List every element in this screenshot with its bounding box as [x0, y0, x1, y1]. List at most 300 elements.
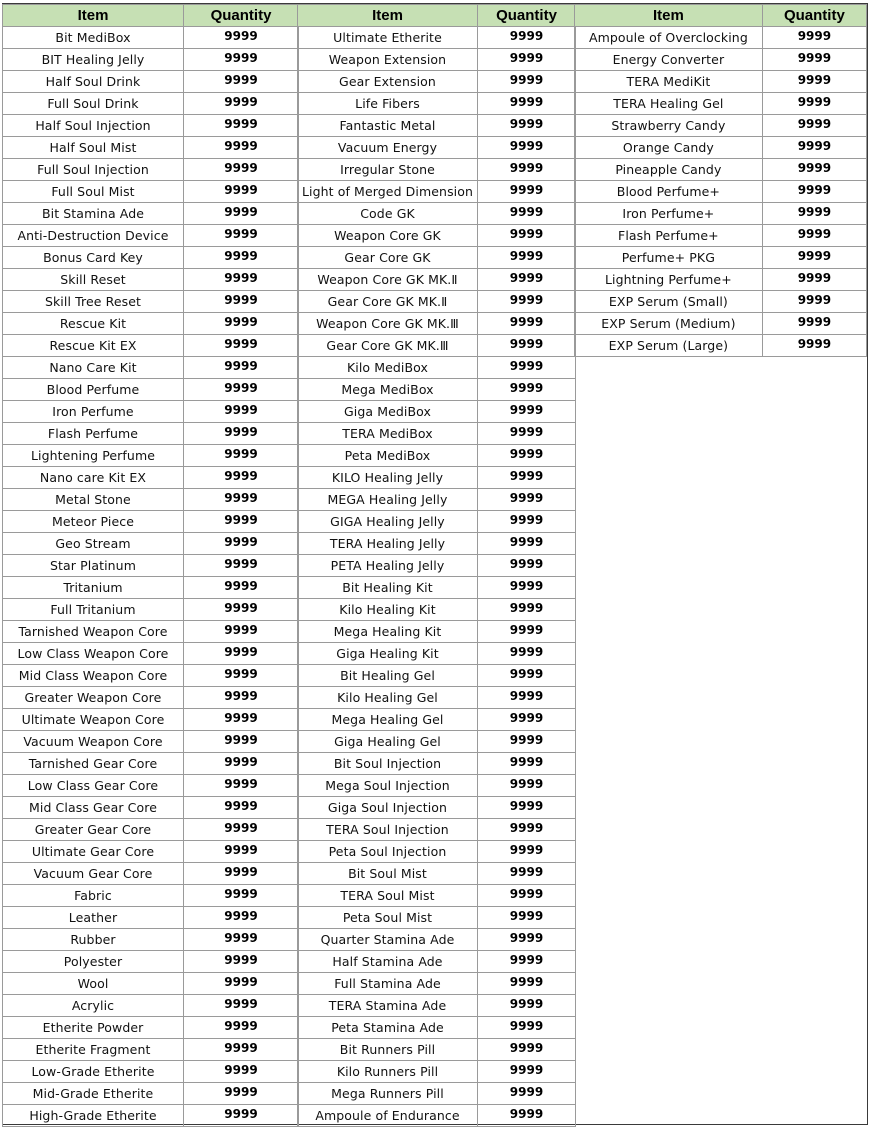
quantity-cell[interactable]: 9999: [478, 555, 576, 577]
table-row: [298, 225, 576, 247]
quantity-cell[interactable]: 9999: [184, 863, 299, 885]
quantity-cell[interactable]: 9999: [478, 1039, 576, 1061]
item-name-cell[interactable]: Half Stamina Ade: [298, 951, 478, 973]
table-row: [575, 115, 867, 137]
table-row: [3, 995, 299, 1017]
table-row: [3, 71, 299, 93]
item-name-cell[interactable]: Gear Extension: [298, 71, 478, 93]
quantity-cell[interactable]: 9999: [184, 1061, 299, 1083]
quantity-cell[interactable]: 9999: [478, 313, 576, 335]
item-name-cell[interactable]: Meteor Piece: [3, 511, 184, 533]
item-name-cell[interactable]: Metal Stone: [3, 489, 184, 511]
quantity-cell[interactable]: 9999: [184, 731, 299, 753]
item-name-cell[interactable]: TERA Healing Gel: [575, 93, 763, 115]
quantity-cell[interactable]: 9999: [184, 203, 299, 225]
quantity-cell[interactable]: 9999: [184, 973, 299, 995]
item-name-cell[interactable]: Pineapple Candy: [575, 159, 763, 181]
item-name-cell[interactable]: TERA Healing Jelly: [298, 533, 478, 555]
quantity-cell[interactable]: 9999: [478, 71, 576, 93]
quantity-cell[interactable]: 9999: [762, 181, 866, 203]
item-name-cell[interactable]: Code GK: [298, 203, 478, 225]
item-header[interactable]: Item: [3, 5, 184, 27]
table-row: [298, 1083, 576, 1105]
item-name-cell[interactable]: KILO Healing Jelly: [298, 467, 478, 489]
table-row: [298, 357, 576, 379]
table-row: [3, 577, 299, 599]
item-name-cell[interactable]: Nano care Kit EX: [3, 467, 184, 489]
table-row: [575, 71, 867, 93]
quantity-cell[interactable]: 9999: [184, 467, 299, 489]
item-name-cell[interactable]: Weapon Core GK MK.Ⅱ: [298, 269, 478, 291]
table-row: [575, 313, 867, 335]
item-name-cell[interactable]: GIGA Healing Jelly: [298, 511, 478, 533]
item-name-cell[interactable]: Half Soul Mist: [3, 137, 184, 159]
quantity-cell[interactable]: 9999: [184, 423, 299, 445]
item-name-cell[interactable]: TERA MediBox: [298, 423, 478, 445]
item-name-cell[interactable]: Peta MediBox: [298, 445, 478, 467]
item-name-cell[interactable]: Giga MediBox: [298, 401, 478, 423]
quantity-cell[interactable]: 9999: [478, 687, 576, 709]
quantity-cell[interactable]: 9999: [762, 93, 866, 115]
item-name-cell[interactable]: Irregular Stone: [298, 159, 478, 181]
item-name-cell[interactable]: Kilo Runners Pill: [298, 1061, 478, 1083]
table-row: [3, 489, 299, 511]
quantity-cell[interactable]: 9999: [478, 709, 576, 731]
quantity-cell[interactable]: 9999: [478, 995, 576, 1017]
quantity-cell[interactable]: 9999: [478, 401, 576, 423]
item-header[interactable]: Item: [298, 5, 478, 27]
quantity-cell[interactable]: 9999: [184, 907, 299, 929]
quantity-cell[interactable]: 9999: [478, 1105, 576, 1127]
quantity-cell[interactable]: 9999: [478, 379, 576, 401]
quantity-cell[interactable]: 9999: [184, 885, 299, 907]
quantity-cell[interactable]: 9999: [478, 511, 576, 533]
table-row: [298, 599, 576, 621]
item-name-cell[interactable]: Full Soul Injection: [3, 159, 184, 181]
quantity-cell[interactable]: 9999: [478, 929, 576, 951]
table-row: [298, 731, 576, 753]
quantity-cell[interactable]: 9999: [184, 753, 299, 775]
item-name-cell[interactable]: Skill Tree Reset: [3, 291, 184, 313]
quantity-cell[interactable]: 9999: [478, 841, 576, 863]
item-name-cell[interactable]: EXP Serum (Large): [575, 335, 763, 357]
table-row: [3, 819, 299, 841]
item-name-cell[interactable]: Polyester: [3, 951, 184, 973]
item-name-cell[interactable]: Star Platinum: [3, 555, 184, 577]
item-name-cell[interactable]: Half Soul Drink: [3, 71, 184, 93]
item-name-cell[interactable]: Bit Stamina Ade: [3, 203, 184, 225]
quantity-cell[interactable]: 9999: [478, 643, 576, 665]
quantity-cell[interactable]: 9999: [478, 599, 576, 621]
table-row: [3, 973, 299, 995]
table-row: [3, 1039, 299, 1061]
item-name-cell[interactable]: Rubber: [3, 929, 184, 951]
table-row: [575, 269, 867, 291]
table-row: [298, 489, 576, 511]
item-name-cell[interactable]: Vacuum Energy: [298, 137, 478, 159]
table-row: [298, 995, 576, 1017]
quantity-cell[interactable]: 9999: [184, 335, 299, 357]
item-name-cell[interactable]: Life Fibers: [298, 93, 478, 115]
item-name-cell[interactable]: EXP Serum (Small): [575, 291, 763, 313]
quantity-cell[interactable]: 9999: [184, 775, 299, 797]
quantity-cell[interactable]: 9999: [478, 577, 576, 599]
item-name-cell[interactable]: Fantastic Metal: [298, 115, 478, 137]
quantity-cell[interactable]: 9999: [184, 709, 299, 731]
table-row: [3, 291, 299, 313]
quantity-cell[interactable]: 9999: [478, 863, 576, 885]
item-name-cell[interactable]: Full Soul Drink: [3, 93, 184, 115]
quantity-cell[interactable]: 9999: [478, 819, 576, 841]
quantity-cell[interactable]: 9999: [478, 27, 576, 49]
table-row: [298, 247, 576, 269]
item-name-cell[interactable]: Anti-Destruction Device: [3, 225, 184, 247]
quantity-cell[interactable]: 9999: [184, 511, 299, 533]
quantity-cell[interactable]: 9999: [184, 555, 299, 577]
item-name-cell[interactable]: Tarnished Weapon Core: [3, 621, 184, 643]
quantity-header[interactable]: Quantity: [762, 5, 866, 27]
quantity-cell[interactable]: 9999: [478, 797, 576, 819]
table-row: [3, 687, 299, 709]
item-name-cell[interactable]: Energy Converter: [575, 49, 763, 71]
item-name-cell[interactable]: Flash Perfume+: [575, 225, 763, 247]
item-name-cell[interactable]: Peta Stamina Ade: [298, 1017, 478, 1039]
item-name-cell[interactable]: Leather: [3, 907, 184, 929]
item-header[interactable]: Item: [575, 5, 763, 27]
quantity-cell[interactable]: 9999: [184, 401, 299, 423]
item-name-cell[interactable]: Tarnished Gear Core: [3, 753, 184, 775]
item-name-cell[interactable]: Gear Core GK MK.Ⅱ: [298, 291, 478, 313]
item-name-cell[interactable]: Bit Soul Mist: [298, 863, 478, 885]
quantity-cell[interactable]: 9999: [184, 1017, 299, 1039]
item-name-cell[interactable]: Rescue Kit EX: [3, 335, 184, 357]
item-name-cell[interactable]: Full Stamina Ade: [298, 973, 478, 995]
quantity-cell[interactable]: 9999: [478, 423, 576, 445]
quantity-cell[interactable]: 9999: [184, 819, 299, 841]
item-name-cell[interactable]: Mega Healing Kit: [298, 621, 478, 643]
quantity-cell[interactable]: 9999: [478, 533, 576, 555]
table-row: [575, 291, 867, 313]
item-name-cell[interactable]: Quarter Stamina Ade: [298, 929, 478, 951]
table-row: [3, 1083, 299, 1105]
item-name-cell[interactable]: Lightning Perfume+: [575, 269, 763, 291]
quantity-cell[interactable]: 9999: [478, 665, 576, 687]
item-table-3: [574, 4, 867, 357]
quantity-cell[interactable]: 9999: [184, 951, 299, 973]
table-row: [3, 511, 299, 533]
table-row: [3, 27, 299, 49]
quantity-cell[interactable]: 9999: [184, 27, 299, 49]
item-name-cell[interactable]: Ultimate Gear Core: [3, 841, 184, 863]
item-name-cell[interactable]: Giga Soul Injection: [298, 797, 478, 819]
quantity-cell[interactable]: 9999: [184, 159, 299, 181]
item-name-cell[interactable]: Nano Care Kit: [3, 357, 184, 379]
item-name-cell[interactable]: Light of Merged Dimension: [298, 181, 478, 203]
table-row: [298, 423, 576, 445]
table-row: [298, 643, 576, 665]
item-name-cell[interactable]: Wool: [3, 973, 184, 995]
quantity-cell[interactable]: 9999: [478, 885, 576, 907]
item-name-cell[interactable]: High-Grade Etherite: [3, 1105, 184, 1127]
item-name-cell[interactable]: Full Soul Mist: [3, 181, 184, 203]
table-row: [298, 93, 576, 115]
table-row: [298, 533, 576, 555]
quantity-cell[interactable]: 9999: [478, 49, 576, 71]
item-name-cell[interactable]: Bit Soul Injection: [298, 753, 478, 775]
quantity-cell[interactable]: 9999: [184, 577, 299, 599]
quantity-cell[interactable]: 9999: [478, 973, 576, 995]
item-name-cell[interactable]: Bit Healing Gel: [298, 665, 478, 687]
table-row: [3, 93, 299, 115]
quantity-cell[interactable]: 9999: [762, 225, 866, 247]
item-name-cell[interactable]: Ampoule of Endurance: [298, 1105, 478, 1127]
item-name-cell[interactable]: Geo Stream: [3, 533, 184, 555]
quantity-cell[interactable]: 9999: [478, 93, 576, 115]
table-row: [3, 247, 299, 269]
item-name-cell[interactable]: Mid-Grade Etherite: [3, 1083, 184, 1105]
table-row: [3, 665, 299, 687]
quantity-cell[interactable]: 9999: [184, 379, 299, 401]
quantity-cell[interactable]: 9999: [184, 995, 299, 1017]
quantity-cell[interactable]: 9999: [184, 225, 299, 247]
item-name-cell[interactable]: Mega Healing Gel: [298, 709, 478, 731]
item-name-cell[interactable]: Weapon Core GK MK.Ⅲ: [298, 313, 478, 335]
item-name-cell[interactable]: Full Tritanium: [3, 599, 184, 621]
item-name-cell[interactable]: Giga Healing Kit: [298, 643, 478, 665]
quantity-header[interactable]: Quantity: [184, 5, 299, 27]
item-name-cell[interactable]: Greater Weapon Core: [3, 687, 184, 709]
table-row: [298, 27, 576, 49]
quantity-cell[interactable]: 9999: [184, 929, 299, 951]
quantity-cell[interactable]: 9999: [478, 445, 576, 467]
item-name-cell[interactable]: Ampoule of Overclocking: [575, 27, 763, 49]
quantity-cell[interactable]: 9999: [184, 1039, 299, 1061]
table-row: [298, 621, 576, 643]
table-row: [3, 621, 299, 643]
quantity-cell[interactable]: 9999: [184, 291, 299, 313]
quantity-cell[interactable]: 9999: [184, 1105, 299, 1127]
table-row: [3, 203, 299, 225]
quantity-cell[interactable]: 9999: [184, 49, 299, 71]
item-name-cell[interactable]: TERA MediKit: [575, 71, 763, 93]
quantity-cell[interactable]: 9999: [478, 1061, 576, 1083]
item-name-cell[interactable]: Blood Perfume: [3, 379, 184, 401]
item-name-cell[interactable]: Skill Reset: [3, 269, 184, 291]
quantity-cell[interactable]: 9999: [762, 291, 866, 313]
quantity-cell[interactable]: 9999: [184, 357, 299, 379]
item-name-cell[interactable]: Bit Healing Kit: [298, 577, 478, 599]
item-name-cell[interactable]: TERA Soul Mist: [298, 885, 478, 907]
quantity-cell[interactable]: 9999: [184, 687, 299, 709]
quantity-cell[interactable]: 9999: [478, 731, 576, 753]
quantity-cell[interactable]: 9999: [478, 225, 576, 247]
item-name-cell[interactable]: Iron Perfume: [3, 401, 184, 423]
item-table-1: [2, 4, 299, 1127]
quantity-cell[interactable]: 9999: [478, 115, 576, 137]
table-row: [298, 181, 576, 203]
quantity-cell[interactable]: 9999: [184, 269, 299, 291]
quantity-cell[interactable]: 9999: [762, 49, 866, 71]
item-name-cell[interactable]: Mega MediBox: [298, 379, 478, 401]
quantity-cell[interactable]: 9999: [478, 137, 576, 159]
item-name-cell[interactable]: Iron Perfume+: [575, 203, 763, 225]
item-name-cell[interactable]: Bit Runners Pill: [298, 1039, 478, 1061]
item-name-cell[interactable]: BIT Healing Jelly: [3, 49, 184, 71]
quantity-cell[interactable]: 9999: [762, 115, 866, 137]
item-name-cell[interactable]: Mid Class Weapon Core: [3, 665, 184, 687]
quantity-cell[interactable]: 9999: [184, 533, 299, 555]
item-name-cell[interactable]: Peta Soul Injection: [298, 841, 478, 863]
table-row: [298, 203, 576, 225]
table-row: [3, 225, 299, 247]
quantity-cell[interactable]: 9999: [184, 665, 299, 687]
item-name-cell[interactable]: Bit MediBox: [3, 27, 184, 49]
item-name-cell[interactable]: Giga Healing Gel: [298, 731, 478, 753]
item-name-cell[interactable]: Greater Gear Core: [3, 819, 184, 841]
table-row: [3, 357, 299, 379]
table-row: [3, 951, 299, 973]
table-row: [3, 885, 299, 907]
table-row: [575, 159, 867, 181]
table-row: [575, 93, 867, 115]
quantity-cell[interactable]: 9999: [478, 357, 576, 379]
table-row: [298, 511, 576, 533]
table-row: [3, 599, 299, 621]
item-name-cell[interactable]: Low-Grade Etherite: [3, 1061, 184, 1083]
quantity-cell[interactable]: 9999: [184, 93, 299, 115]
quantity-cell[interactable]: 9999: [762, 71, 866, 93]
table-row: [298, 137, 576, 159]
item-name-cell[interactable]: Ultimate Weapon Core: [3, 709, 184, 731]
item-name-cell[interactable]: Gear Core GK: [298, 247, 478, 269]
quantity-cell[interactable]: 9999: [184, 445, 299, 467]
item-name-cell[interactable]: Low Class Weapon Core: [3, 643, 184, 665]
item-name-cell[interactable]: Fabric: [3, 885, 184, 907]
item-name-cell[interactable]: MEGA Healing Jelly: [298, 489, 478, 511]
quantity-cell[interactable]: 9999: [762, 27, 866, 49]
item-name-cell[interactable]: Flash Perfume: [3, 423, 184, 445]
item-name-cell[interactable]: Strawberry Candy: [575, 115, 763, 137]
item-name-cell[interactable]: Orange Candy: [575, 137, 763, 159]
quantity-cell[interactable]: 9999: [478, 467, 576, 489]
item-name-cell[interactable]: Mid Class Gear Core: [3, 797, 184, 819]
item-name-cell[interactable]: Gear Core GK MK.Ⅲ: [298, 335, 478, 357]
item-name-cell[interactable]: Lightening Perfume: [3, 445, 184, 467]
table-row: [298, 49, 576, 71]
quantity-cell[interactable]: 9999: [762, 335, 866, 357]
quantity-cell[interactable]: 9999: [184, 1083, 299, 1105]
quantity-cell[interactable]: 9999: [184, 137, 299, 159]
quantity-header[interactable]: Quantity: [478, 5, 576, 27]
item-table-2: [297, 4, 576, 1127]
quantity-cell[interactable]: 9999: [184, 313, 299, 335]
quantity-cell[interactable]: 9999: [184, 247, 299, 269]
quantity-cell[interactable]: 9999: [478, 951, 576, 973]
item-name-cell[interactable]: Tritanium: [3, 577, 184, 599]
quantity-cell[interactable]: 9999: [478, 1083, 576, 1105]
table-row: [3, 181, 299, 203]
item-name-cell[interactable]: Half Soul Injection: [3, 115, 184, 137]
quantity-cell[interactable]: 9999: [762, 247, 866, 269]
quantity-cell[interactable]: 9999: [184, 841, 299, 863]
table-row: [3, 1017, 299, 1039]
quantity-cell[interactable]: 9999: [184, 599, 299, 621]
quantity-cell[interactable]: 9999: [478, 907, 576, 929]
item-name-cell[interactable]: Perfume+ PKG: [575, 247, 763, 269]
table-row: [3, 797, 299, 819]
quantity-cell[interactable]: 9999: [184, 489, 299, 511]
item-name-cell[interactable]: Vacuum Weapon Core: [3, 731, 184, 753]
item-name-cell[interactable]: Kilo MediBox: [298, 357, 478, 379]
quantity-cell[interactable]: 9999: [762, 137, 866, 159]
quantity-cell[interactable]: 9999: [478, 753, 576, 775]
quantity-cell[interactable]: 9999: [762, 159, 866, 181]
table-row: [298, 863, 576, 885]
item-name-cell[interactable]: EXP Serum (Medium): [575, 313, 763, 335]
item-name-cell[interactable]: TERA Soul Injection: [298, 819, 478, 841]
item-name-cell[interactable]: Low Class Gear Core: [3, 775, 184, 797]
table-row: [298, 467, 576, 489]
quantity-cell[interactable]: 9999: [184, 181, 299, 203]
item-name-cell[interactable]: Acrylic: [3, 995, 184, 1017]
quantity-cell[interactable]: 9999: [478, 489, 576, 511]
table-row: [3, 775, 299, 797]
item-name-cell[interactable]: Bonus Card Key: [3, 247, 184, 269]
quantity-cell[interactable]: 9999: [184, 621, 299, 643]
quantity-cell[interactable]: 9999: [184, 71, 299, 93]
table-row: [298, 445, 576, 467]
item-name-cell[interactable]: PETA Healing Jelly: [298, 555, 478, 577]
quantity-cell[interactable]: 9999: [478, 291, 576, 313]
quantity-cell[interactable]: 9999: [478, 269, 576, 291]
header-row: [298, 5, 576, 27]
item-name-cell[interactable]: Rescue Kit: [3, 313, 184, 335]
item-name-cell[interactable]: Vacuum Gear Core: [3, 863, 184, 885]
quantity-cell[interactable]: 9999: [478, 335, 576, 357]
item-name-cell[interactable]: Etherite Powder: [3, 1017, 184, 1039]
item-name-cell[interactable]: TERA Stamina Ade: [298, 995, 478, 1017]
table-row: [3, 907, 299, 929]
quantity-cell[interactable]: 9999: [184, 643, 299, 665]
item-name-cell[interactable]: Weapon Core GK: [298, 225, 478, 247]
quantity-cell[interactable]: 9999: [184, 797, 299, 819]
item-name-cell[interactable]: Mega Runners Pill: [298, 1083, 478, 1105]
item-name-cell[interactable]: Peta Soul Mist: [298, 907, 478, 929]
item-name-cell[interactable]: Ultimate Etherite: [298, 27, 478, 49]
quantity-cell[interactable]: 9999: [478, 621, 576, 643]
item-name-cell[interactable]: Kilo Healing Kit: [298, 599, 478, 621]
quantity-cell[interactable]: 9999: [478, 775, 576, 797]
item-name-cell[interactable]: Blood Perfume+: [575, 181, 763, 203]
item-name-cell[interactable]: Mega Soul Injection: [298, 775, 478, 797]
quantity-cell[interactable]: 9999: [478, 247, 576, 269]
quantity-cell[interactable]: 9999: [184, 115, 299, 137]
quantity-cell[interactable]: 9999: [478, 203, 576, 225]
quantity-cell[interactable]: 9999: [762, 203, 866, 225]
table-row: [575, 247, 867, 269]
item-name-cell[interactable]: Kilo Healing Gel: [298, 687, 478, 709]
table-row: [298, 1061, 576, 1083]
quantity-cell[interactable]: 9999: [762, 269, 866, 291]
item-name-cell[interactable]: Etherite Fragment: [3, 1039, 184, 1061]
quantity-cell[interactable]: 9999: [478, 181, 576, 203]
item-name-cell[interactable]: Weapon Extension: [298, 49, 478, 71]
table-row: [298, 291, 576, 313]
quantity-cell[interactable]: 9999: [478, 1017, 576, 1039]
quantity-cell[interactable]: 9999: [478, 159, 576, 181]
table-row: [3, 467, 299, 489]
quantity-cell[interactable]: 9999: [762, 313, 866, 335]
